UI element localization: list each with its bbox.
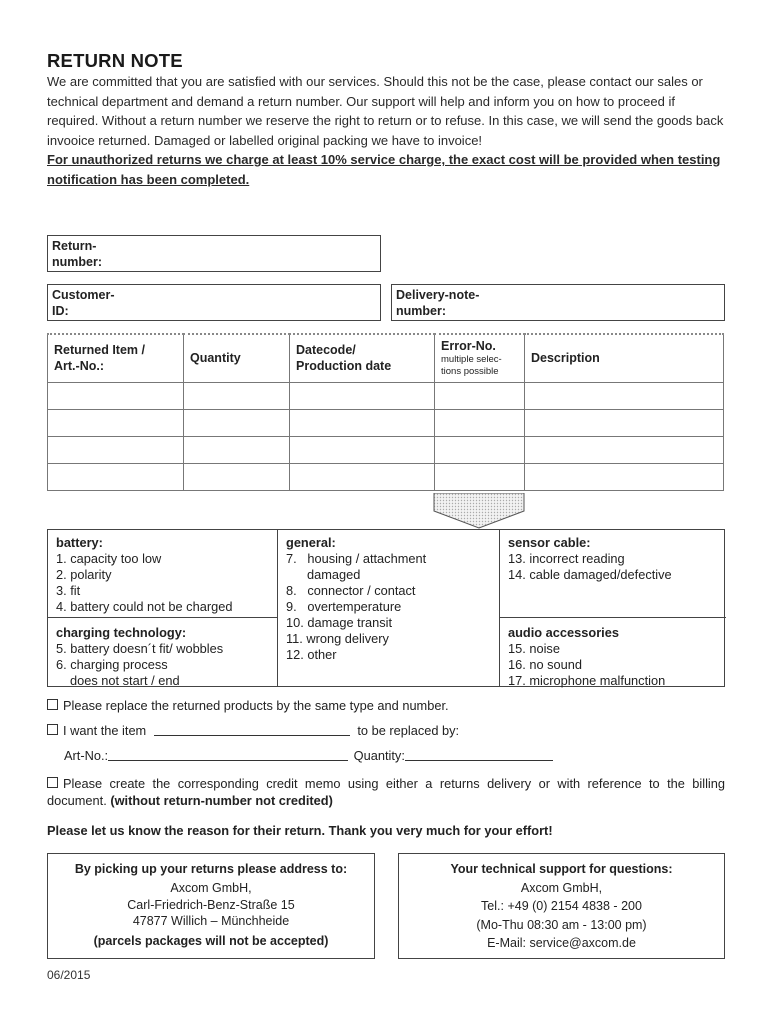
quantity-input[interactable] [405,748,553,761]
header-datecode [290,334,435,382]
table-header-row [48,334,724,382]
returned-items-table [47,333,724,491]
error-item: 15. noise [508,641,560,656]
error-item: 9. overtemperature [286,599,402,614]
error-item: 16. no sound [508,657,583,672]
technical-support-box [398,853,725,959]
error-item: 3. fit [56,583,81,598]
table-row [48,436,724,463]
return-number-field[interactable] [47,235,381,272]
audio-accessories-errors [500,620,726,686]
header-error-note-2: tions possible [441,366,499,378]
replace-same-checkbox[interactable] [47,699,58,710]
art-no-label: Art-No.: [64,748,109,763]
error-item: 5. battery doesn´t fit/ wobbles [56,641,224,656]
header-description: Description [525,334,724,382]
cell-description[interactable] [525,463,724,490]
cell-error-no[interactable] [435,463,525,490]
error-item: damaged [307,567,361,582]
cell-quantity[interactable] [184,463,290,490]
cell-item[interactable] [48,409,184,436]
cell-error-no[interactable] [435,436,525,463]
intro-text: We are committed that you are satisfied with our services. Should this not be the case, please contact our sales or technical department and demand a return number. Our support will help and inform you on how to proceed if required. Without a return number we reserve the right to return or to refuse. In this case, we will send the goods back invooice returned. Damaged or labelled original packing we have to invoice! [47,74,724,148]
support-heading: Your technical support for questions: [450,862,673,876]
return-address-box [47,853,375,959]
credit-memo-label: Please create the corresponding credit memo using either a returns delivery or with reference to the billing document. [47,776,725,808]
header-error-no [435,334,525,382]
error-item: 14. cable damaged/defective [508,567,672,582]
header-error-no-label: Error-No. [441,339,496,354]
header-quantity: Quantity [184,334,290,382]
table-row [48,463,724,490]
error-item: 17. microphone malfunction [508,673,666,688]
return-address-company: Axcom GmbH, [170,880,252,895]
quantity-label: Quantity: [353,748,405,763]
charging-heading: charging technology: [56,625,187,640]
general-heading: general: [286,535,336,550]
delivery-note-label-2: number: [396,304,446,318]
error-item: 11. wrong delivery [286,631,389,646]
cell-datecode[interactable] [290,463,435,490]
cell-quantity[interactable] [184,436,290,463]
header-error-note-1: multiple selec- [441,354,502,366]
service-charge-warning: For unauthorized returns we charge at least 10% service charge, the exact cost will be provided when testing notification has been completed. [47,152,721,187]
support-email: E-Mail: service@axcom.de [487,936,636,950]
cell-item[interactable] [48,463,184,490]
error-item: 1. capacity too low [56,551,162,566]
charging-errors [48,620,277,686]
cell-error-no[interactable] [435,409,525,436]
error-item: 2. polarity [56,567,112,582]
error-item: 13. incorrect reading [508,551,625,566]
reason-request: Please let us know the reason for their return. Thank you very much for your effort! [47,823,553,838]
error-item: 7. housing / attachment [286,551,427,566]
return-address-heading: By picking up your returns please address to: [74,862,348,876]
cell-item[interactable] [48,436,184,463]
want-item-label: I want the item [63,723,147,738]
error-item: does not start / end [70,673,180,688]
cell-error-no[interactable] [435,382,525,409]
to-be-replaced-label: to be replaced by: [357,723,460,738]
error-item: 12. other [286,647,337,662]
cell-datecode[interactable] [290,436,435,463]
table-row [48,409,724,436]
header-datecode-line2: Production date [296,359,392,374]
down-arrow-icon [433,493,525,529]
header-datecode-line1: Datecode/ [296,343,356,358]
cell-quantity[interactable] [184,382,290,409]
form-date: 06/2015 [47,968,91,982]
customer-id-field[interactable] [47,284,381,321]
cell-quantity[interactable] [184,409,290,436]
return-address-street: Carl-Friedrich-Benz-Straße 15 [127,898,295,912]
customer-id-label-1: Customer- [52,288,115,302]
cell-description[interactable] [525,436,724,463]
option-want-item [47,722,459,739]
credit-memo-checkbox[interactable] [47,777,58,788]
option-credit-memo [47,775,725,809]
support-hours: (Mo-Thu 08:30 am - 13:00 pm) [476,917,647,932]
cell-datecode[interactable] [290,382,435,409]
error-item: 4. battery could not be charged [56,599,233,614]
return-address-city: 47877 Willich – Münchheide [132,914,290,928]
replacement-details [64,747,553,764]
header-returned-item-line2: Art.-No.: [54,359,104,374]
return-number-label-1: Return- [52,239,97,253]
support-company: Axcom GmbH, [520,880,603,895]
audio-heading: audio accessories [508,625,619,640]
table-row [48,382,724,409]
return-address-note: (parcels packages will not be accepted) [93,934,329,948]
want-item-input[interactable] [154,723,350,736]
credit-memo-note: (without return-number not credited) [110,793,333,808]
error-item: 8. connector / contact [286,583,416,598]
battery-heading: battery: [56,535,103,550]
error-item: 6. charging process [56,657,168,672]
return-number-label-2: number: [52,255,102,269]
error-item: 10. damage transit [286,615,392,630]
delivery-note-label-1: Delivery-note- [396,288,480,302]
art-no-input[interactable] [108,748,348,761]
cell-description[interactable] [525,382,724,409]
cell-item[interactable] [48,382,184,409]
customer-id-label-2: ID: [52,304,69,318]
delivery-note-field[interactable] [391,284,725,321]
cell-description[interactable] [525,409,724,436]
error-codes-table [47,529,725,687]
header-returned-item [48,334,184,382]
sensor-cable-heading: sensor cable: [508,535,591,550]
want-item-checkbox[interactable] [47,724,58,735]
header-returned-item-line1: Returned Item / [54,343,145,358]
intro-paragraph [47,72,727,189]
general-errors [278,530,499,686]
page-title: RETURN NOTE [47,50,183,71]
cell-datecode[interactable] [290,409,435,436]
replace-same-label: Please replace the returned products by the same type and number. [63,698,449,713]
option-replace-same [47,697,449,714]
support-phone: Tel.: +49 (0) 2154 4838 - 200 [481,899,642,913]
